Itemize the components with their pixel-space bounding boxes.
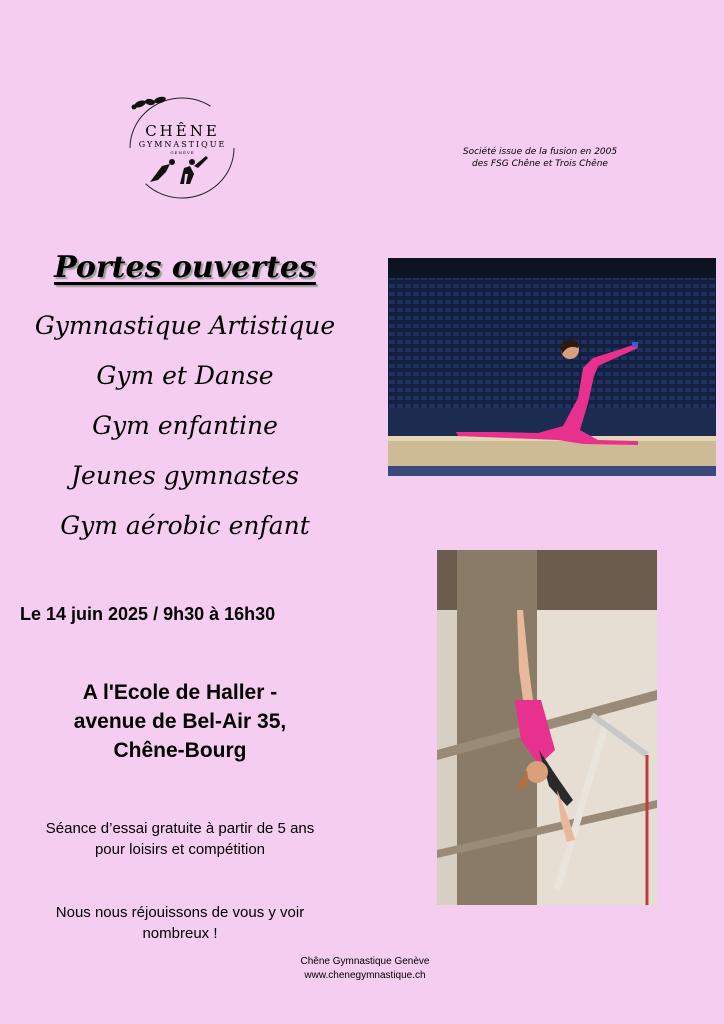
trial-line2: pour loisirs et compétition xyxy=(94,841,266,858)
trial-info xyxy=(20,818,340,860)
club-logo xyxy=(120,94,245,202)
trial-line1: Séance d’essai gratuite à partir de 5 ans xyxy=(45,820,315,837)
activity-item: Jeunes gymnastes xyxy=(71,461,299,490)
address-line2: avenue de Bel-Air 35, xyxy=(73,710,287,733)
event-date: Le 14 juin 2025 / 9h30 à 16h30 xyxy=(20,604,276,624)
activity-item: Gym et Danse xyxy=(96,361,274,390)
welcome-line2: nombreux ! xyxy=(142,925,218,942)
logo-subtitle: GYMNASTIQUE xyxy=(138,140,227,149)
footer-org: Chêne Gymnastique Genève xyxy=(300,956,430,967)
event-address xyxy=(20,678,340,765)
logo-location: GENÈVE xyxy=(170,150,195,155)
society-note-line1: Société issue de la fusion en 2005 xyxy=(462,147,618,157)
uneven-bars-photo xyxy=(437,550,657,905)
activity-item: Gym enfantine xyxy=(92,411,278,440)
activity-item: Gym aérobic enfant xyxy=(60,511,310,540)
footer xyxy=(250,955,480,983)
welcome-message xyxy=(20,902,340,944)
address-line3: Chêne-Bourg xyxy=(113,739,247,762)
logo-name: CHÊNE xyxy=(145,122,220,140)
activities-list xyxy=(10,308,360,558)
footer-website: www.chenegymnastique.ch xyxy=(304,970,426,981)
address-line1: A l'Ecole de Haller - xyxy=(82,681,278,704)
society-note-line2: des FSG Chêne et Trois Chêne xyxy=(472,159,608,169)
society-note xyxy=(420,146,660,170)
balance-beam-photo xyxy=(388,258,716,476)
page-title: Portes ouvertes xyxy=(54,250,316,285)
activity-item: Gymnastique Artistique xyxy=(34,311,336,340)
welcome-line1: Nous nous réjouissons de vous y voir xyxy=(55,904,305,921)
